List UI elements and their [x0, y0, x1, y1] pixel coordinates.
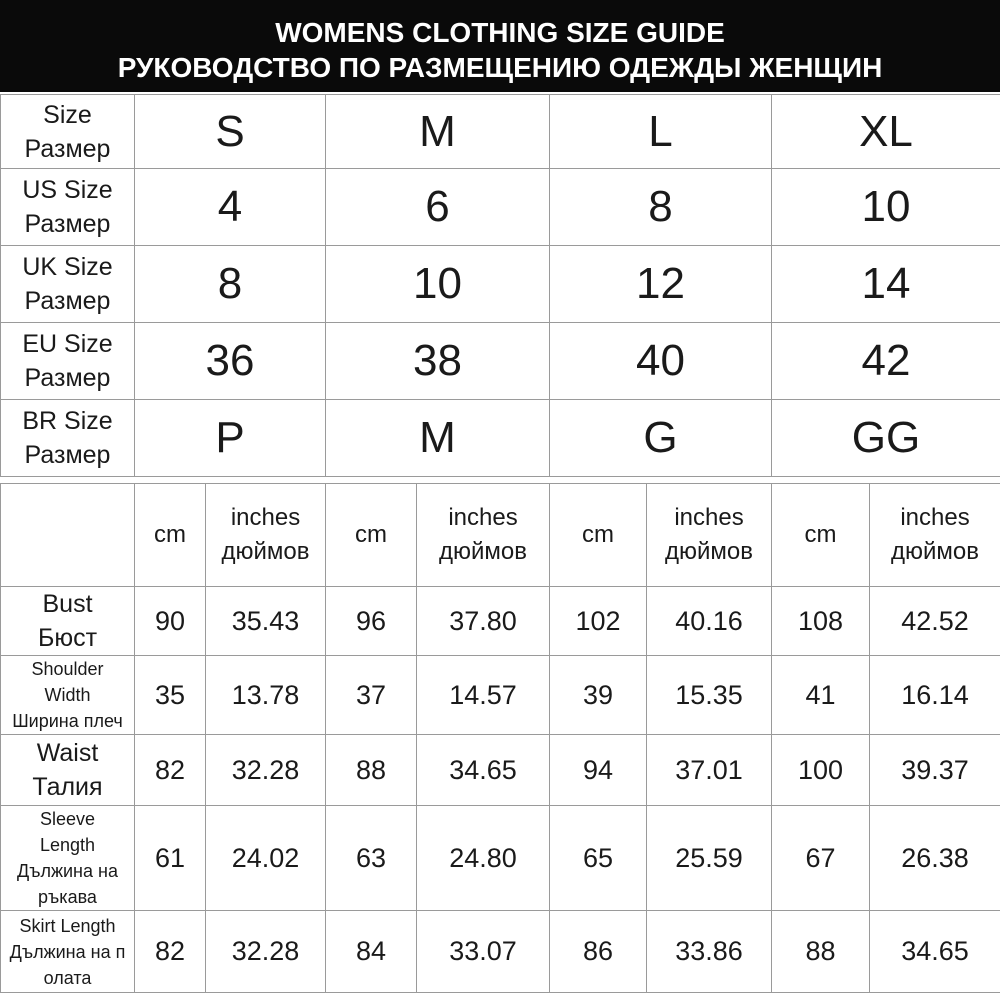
size-cell: 12	[550, 246, 772, 323]
size-cell: 10	[772, 169, 1000, 246]
unit-cm: cm	[550, 484, 647, 587]
uk-size-row	[1, 246, 1000, 323]
unit-inches: inches дюймов	[206, 484, 326, 587]
skirt-row	[1, 911, 1000, 993]
measurement-cell: 32.28	[206, 911, 326, 993]
sleeve-row	[1, 806, 1000, 911]
measurement-cell: 13.78	[206, 656, 326, 735]
size-cell: P	[135, 400, 326, 477]
size-cell: 42	[772, 323, 1000, 400]
size-cell: S	[135, 95, 326, 169]
measurement-cell: 35.43	[206, 587, 326, 656]
measurement-cell: 24.02	[206, 806, 326, 911]
measurement-cell: 67	[772, 806, 870, 911]
size-cell: 14	[772, 246, 1000, 323]
size-row-label: UK Size Размер	[1, 246, 135, 323]
bust-row	[1, 587, 1000, 656]
size-cell: 38	[326, 323, 550, 400]
unit-header-row	[1, 484, 1000, 587]
size-cell: 8	[550, 169, 772, 246]
measurement-cell: 39.37	[870, 735, 1000, 806]
measurement-cell: 37.80	[417, 587, 550, 656]
measurement-cell: 42.52	[870, 587, 1000, 656]
measurement-cell: 14.57	[417, 656, 550, 735]
measurement-cell: 34.65	[417, 735, 550, 806]
measurement-cell: 16.14	[870, 656, 1000, 735]
size-row-label: Size Размер	[1, 95, 135, 169]
measurement-cell: 39	[550, 656, 647, 735]
measurement-label: Shoulder Width Ширина плеч	[1, 656, 135, 735]
measurement-label: Bust Бюст	[1, 587, 135, 656]
size-cell: 40	[550, 323, 772, 400]
size-row-label: BR Size Размер	[1, 400, 135, 477]
unit-cm: cm	[772, 484, 870, 587]
size-cell: 36	[135, 323, 326, 400]
measurement-cell: 37.01	[647, 735, 772, 806]
size-cell: GG	[772, 400, 1000, 477]
measurement-cell: 61	[135, 806, 206, 911]
unit-cm: cm	[326, 484, 417, 587]
size-cell: L	[550, 95, 772, 169]
shoulder-row	[1, 656, 1000, 735]
size-cell: 6	[326, 169, 550, 246]
title-russian: РУКОВОДСТВО ПО РАЗМЕЩЕНИЮ ОДЕЖДЫ ЖЕНЩИН	[117, 52, 883, 83]
measurement-cell: 32.28	[206, 735, 326, 806]
measurement-cell: 108	[772, 587, 870, 656]
measurement-cell: 82	[135, 735, 206, 806]
size-guide-header	[0, 0, 1000, 92]
unit-inches: inches дюймов	[417, 484, 550, 587]
br-size-row	[1, 400, 1000, 477]
size-cell: M	[326, 400, 550, 477]
size-cell: XL	[772, 95, 1000, 169]
measurement-cell: 35	[135, 656, 206, 735]
size-cell: G	[550, 400, 772, 477]
measurement-cell: 24.80	[417, 806, 550, 911]
measurement-cell: 96	[326, 587, 417, 656]
size-row-label: US Size Размер	[1, 169, 135, 246]
measurement-cell: 86	[550, 911, 647, 993]
measurement-cell: 84	[326, 911, 417, 993]
measurement-label: Skirt Length Дължина на п олата	[1, 911, 135, 993]
size-cell: 10	[326, 246, 550, 323]
empty-corner-cell	[1, 484, 135, 587]
us-size-row	[1, 169, 1000, 246]
measurement-cell: 41	[772, 656, 870, 735]
measurement-cell: 25.59	[647, 806, 772, 911]
size-row-label: EU Size Размер	[1, 323, 135, 400]
measurement-cell: 88	[772, 911, 870, 993]
eu-size-row	[1, 323, 1000, 400]
measurement-cell: 102	[550, 587, 647, 656]
measurement-label: Sleeve Length Дължина на ръкава	[1, 806, 135, 911]
unit-cm: cm	[135, 484, 206, 587]
measurement-cell: 15.35	[647, 656, 772, 735]
measurement-cell: 82	[135, 911, 206, 993]
measurement-cell: 26.38	[870, 806, 1000, 911]
size-conversion-table	[0, 94, 1000, 477]
size-cell: 4	[135, 169, 326, 246]
size-row	[1, 95, 1000, 169]
unit-inches: inches дюймов	[870, 484, 1000, 587]
measurement-cell: 40.16	[647, 587, 772, 656]
measurements-table	[0, 483, 1000, 993]
measurement-label: Waist Талия	[1, 735, 135, 806]
size-cell: 8	[135, 246, 326, 323]
unit-inches: inches дюймов	[647, 484, 772, 587]
measurement-cell: 90	[135, 587, 206, 656]
measurement-cell: 33.07	[417, 911, 550, 993]
measurement-cell: 94	[550, 735, 647, 806]
title-english: WOMENS CLOTHING SIZE GUIDE	[275, 17, 725, 48]
measurement-cell: 65	[550, 806, 647, 911]
measurement-cell: 37	[326, 656, 417, 735]
measurement-cell: 34.65	[870, 911, 1000, 993]
waist-row	[1, 735, 1000, 806]
measurement-cell: 88	[326, 735, 417, 806]
size-cell: M	[326, 95, 550, 169]
measurement-cell: 100	[772, 735, 870, 806]
measurement-cell: 33.86	[647, 911, 772, 993]
measurement-cell: 63	[326, 806, 417, 911]
